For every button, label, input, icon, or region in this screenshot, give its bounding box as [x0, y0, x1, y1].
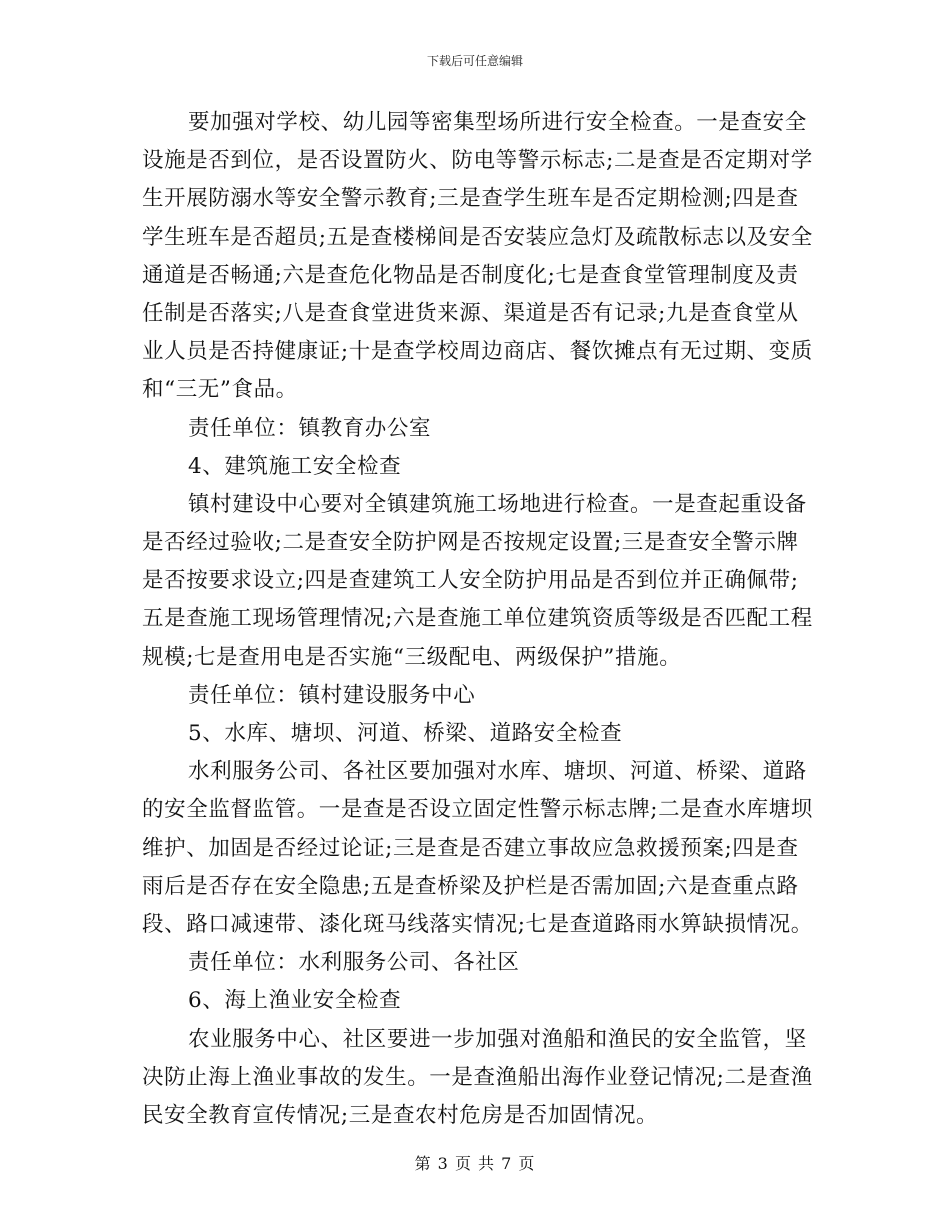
paragraph-line: 民安全教育宣传情况;三是查农村危房是否加固情况。: [142, 1102, 659, 1128]
responsible-unit-line: 责任单位：水利服务公司、各社区: [188, 950, 520, 976]
paragraph-line: 农业服务中心、社区要进一步加强对渔船和渔民的安全监管，坚: [188, 1026, 807, 1052]
paragraph-line: 维护、加固是否经过论证;三是查是否建立事故应急救援预案;四是查: [142, 835, 799, 861]
responsible-unit-line: 责任单位：镇村建设服务中心: [188, 682, 476, 708]
paragraph-line: 设施是否到位，是否设置防火、防电等警示标志;二是查是否定期对学: [142, 148, 813, 174]
page-header-note: 下载后可任意编辑: [426, 54, 523, 68]
paragraph-line: 生开展防溺水等安全警示教育;三是查学生班车是否定期检测;四是查: [142, 186, 799, 212]
paragraph-line: 水利服务公司、各社区要加强对水库、塘坝、河道、桥梁、道路: [188, 759, 807, 785]
section-heading: 4、建筑施工安全检查: [188, 453, 402, 479]
paragraph-line: 业人员是否持健康证;十是查学校周边商店、餐饮摊点有无过期、变质: [142, 339, 813, 365]
paragraph-line: 学生班车是否超员;五是查楼梯间是否安装应急灯及疏散标志以及安全: [142, 224, 813, 250]
paragraph-line: 决防止海上渔业事故的发生。一是查渔船出海作业登记情况;二是查渔: [142, 1064, 813, 1090]
paragraph-line: 任制是否落实;八是查食堂进货来源、渠道是否有记录;九是查食堂从: [142, 300, 799, 326]
responsible-unit-line: 责任单位：镇教育办公室: [188, 415, 432, 441]
paragraph-line: 规模;七是查用电是否实施“三级配电、两级保护”措施。: [142, 644, 682, 670]
paragraph-line: 镇村建设中心要对全镇建筑施工场地进行检查。一是查起重设备: [188, 491, 807, 517]
section-heading: 5、水库、塘坝、河道、桥梁、道路安全检查: [188, 721, 623, 746]
page-number-footer: 第 3 页 共 7 页: [414, 1154, 536, 1173]
paragraph-line: 和“三无”食品。: [142, 377, 298, 403]
paragraph-line: 雨后是否存在安全隐患;五是查桥梁及护栏是否需加固;六是查重点路: [142, 873, 799, 899]
section-heading: 6、海上渔业安全检查: [188, 988, 402, 1014]
paragraph-line: 要加强对学校、幼儿园等密集型场所进行安全检查。一是查安全: [188, 110, 807, 135]
paragraph-line: 的安全监督监管。一是查是否设立固定性警示标志牌;二是查水库塘坝: [142, 797, 813, 823]
document-body: [142, 104, 814, 1135]
paragraph-line: 段、路口减速带、漆化斑马线落实情况;七是查道路雨水箅缺损情况。: [142, 911, 813, 937]
paragraph-line: 五是查施工现场管理情况;六是查施工单位建筑资质等级是否匹配工程: [142, 606, 813, 632]
paragraph-line: 是否按要求设立;四是查建筑工人安全防护用品是否到位并正确佩带;: [142, 568, 799, 594]
paragraph-line: 通道是否畅通;六是查危化物品是否制度化;七是查食堂管理制度及责: [142, 262, 799, 288]
paragraph-line: 是否经过验收;二是查安全防护网是否按规定设置;三是查安全警示牌: [142, 530, 799, 556]
